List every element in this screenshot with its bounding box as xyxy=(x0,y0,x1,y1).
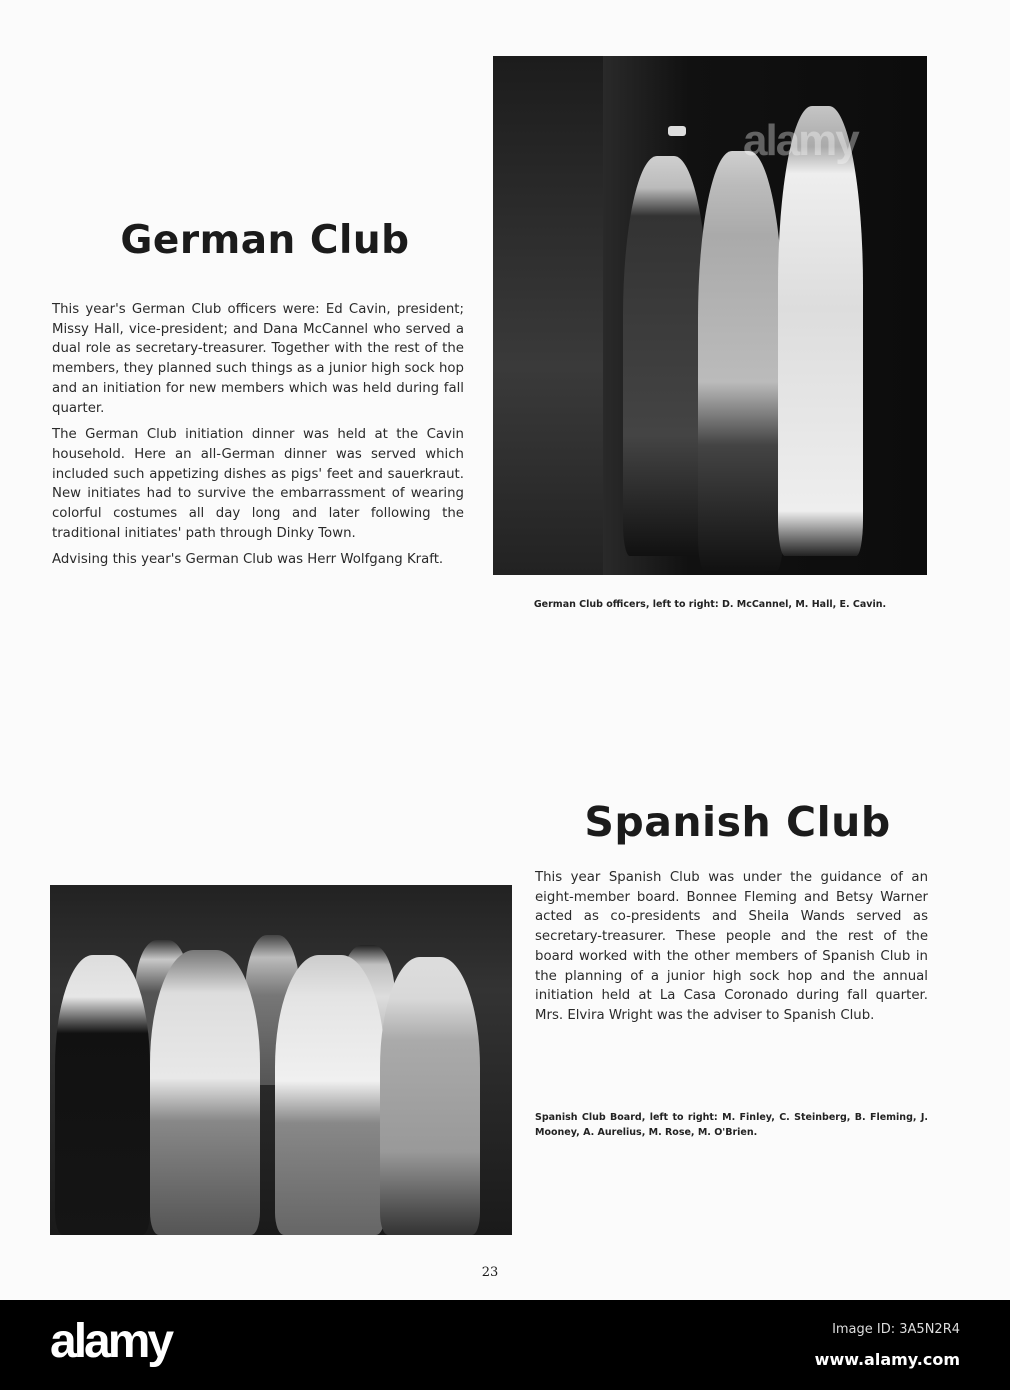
german-club-title: German Club xyxy=(120,218,410,263)
spanish-club-text xyxy=(535,868,928,1033)
german-club-officers-photo xyxy=(493,56,927,575)
german-paragraph: The German Club initiation dinner was held at the Cavin household. Here an all-German dinner was served which included such appetizing dishes as pigs' feet and sauerkraut. New initiates had to survive the embarrassment of wearing colorful costumes all day long and later following the traditional initiates' path through Dinky Town. xyxy=(52,427,464,541)
german-photo-caption: German Club officers, left to right: D. McCannel, M. Hall, E. Cavin. xyxy=(533,599,887,610)
page-number: 23 xyxy=(481,1265,499,1280)
alamy-logo: alamy xyxy=(50,1315,172,1368)
spanish-club-title: Spanish Club xyxy=(584,798,891,846)
watermark-logo: alamy xyxy=(743,116,858,165)
spanish-photo-caption: Spanish Club Board, left to right: M. Finley, C. Steinberg, B. Fleming, J. Mooney, A. Aurelius, M. Rose, M. O'Brien. xyxy=(535,1112,928,1138)
spanish-paragraph: This year Spanish Club was under the guidance of an eight-member board. Bonnee Fleming and Betsy Warner acted as co-presidents and Sheila Wands served as secretary-treasurer. These people and the rest of the board worked with the other members of Spanish Club in the planning of a junior high sock hop and the annual initiation held at La Casa Coronado during fall quarter. Mrs. Elvira Wright was the adviser to Spanish Club. xyxy=(535,870,928,1023)
german-paragraph: This year's German Club officers were: Ed Cavin, president; Missy Hall, vice-president; and Dana McCannel who served a dual role as secretary-treasurer. Together with the rest of the members, they planned such things as a junior high sock hop and an initiation for new members which was held during fall quarter. xyxy=(52,302,464,416)
watermark-url: www.alamy.com xyxy=(814,1350,960,1369)
german-club-text xyxy=(52,300,464,577)
image-id: Image ID: 3A5N2R4 xyxy=(832,1322,960,1337)
watermark-footer xyxy=(0,1300,1010,1390)
german-paragraph: Advising this year's German Club was Herr Wolfgang Kraft. xyxy=(52,552,444,568)
spanish-club-board-photo xyxy=(50,885,512,1235)
